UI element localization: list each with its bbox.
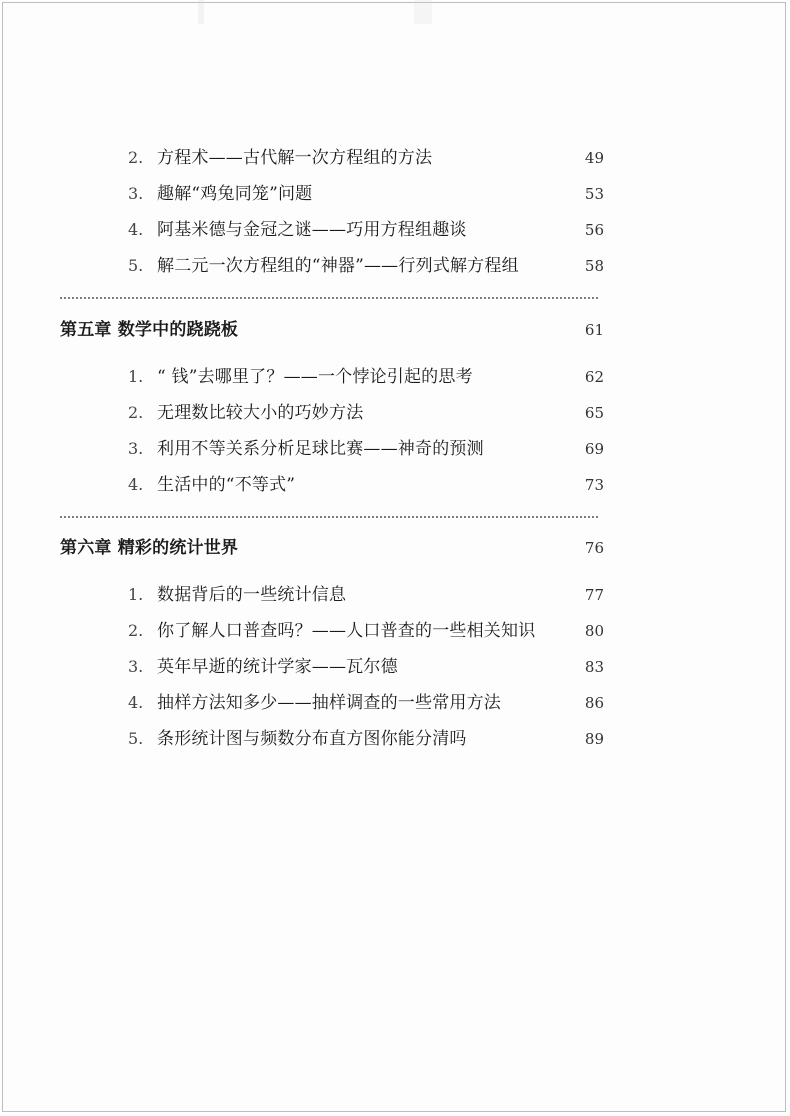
item-page-number: 80 xyxy=(584,622,604,640)
item-number: 2. xyxy=(128,621,144,640)
item-number: 4. xyxy=(128,220,144,239)
item-title: 英年早逝的统计学家——瓦尔德 xyxy=(157,657,398,677)
item-title: 趣解“鸡兔同笼”问题 xyxy=(157,184,313,204)
section-divider xyxy=(60,516,598,518)
item-page-number: 73 xyxy=(584,476,604,494)
chapter-page-number: 61 xyxy=(584,321,604,339)
chapter-title: 第六章 精彩的统计世界 xyxy=(60,538,239,558)
toc-item[interactable] xyxy=(0,651,790,683)
toc-item[interactable] xyxy=(0,397,790,429)
item-page-number: 69 xyxy=(584,440,604,458)
item-title: 阿基米德与金冠之谜——巧用方程组趣谈 xyxy=(157,220,467,240)
item-number: 3. xyxy=(128,657,144,676)
chapter-heading[interactable] xyxy=(0,314,790,346)
item-number: 5. xyxy=(128,729,144,748)
item-page-number: 53 xyxy=(584,185,604,203)
item-title: 抽样方法知多少——抽样调查的一些常用方法 xyxy=(157,693,501,713)
toc-item[interactable] xyxy=(0,178,790,210)
item-page-number: 56 xyxy=(584,221,604,239)
item-number: 5. xyxy=(128,256,144,275)
item-title: 你了解人口普查吗？——人口普查的一些相关知识 xyxy=(157,621,536,641)
item-page-number: 49 xyxy=(584,149,604,167)
item-title: “ 钱”去哪里了？——一个悖论引起的思考 xyxy=(157,367,473,387)
item-number: 1. xyxy=(128,367,144,386)
item-number: 3. xyxy=(128,439,144,458)
item-page-number: 58 xyxy=(584,257,604,275)
toc-item[interactable] xyxy=(0,361,790,393)
toc-item[interactable] xyxy=(0,433,790,465)
item-title: 方程术——古代解一次方程组的方法 xyxy=(157,148,433,168)
chapter-title: 第五章 数学中的跷跷板 xyxy=(60,320,239,340)
toc-item[interactable] xyxy=(0,579,790,611)
toc-item[interactable] xyxy=(0,142,790,174)
item-title: 解二元一次方程组的“神器”——行列式解方程组 xyxy=(157,256,519,276)
chapter-page-number: 76 xyxy=(584,539,604,557)
toc-item[interactable] xyxy=(0,687,790,719)
item-number: 1. xyxy=(128,585,144,604)
item-number: 3. xyxy=(128,184,144,203)
item-title: 无理数比较大小的巧妙方法 xyxy=(157,403,364,423)
section-divider xyxy=(60,297,598,299)
item-page-number: 77 xyxy=(584,586,604,604)
item-number: 2. xyxy=(128,403,144,422)
item-title: 利用不等关系分析足球比赛——神奇的预测 xyxy=(157,439,484,459)
toc-item[interactable] xyxy=(0,615,790,647)
item-page-number: 86 xyxy=(584,694,604,712)
item-page-number: 89 xyxy=(584,730,604,748)
item-title: 条形统计图与频数分布直方图你能分清吗 xyxy=(157,729,467,749)
item-title: 生活中的“不等式” xyxy=(157,475,296,495)
toc-item[interactable] xyxy=(0,250,790,282)
item-page-number: 65 xyxy=(584,404,604,422)
item-number: 4. xyxy=(128,693,144,712)
toc-item[interactable] xyxy=(0,469,790,501)
item-page-number: 83 xyxy=(584,658,604,676)
toc-item[interactable] xyxy=(0,214,790,246)
item-number: 4. xyxy=(128,475,144,494)
item-page-number: 62 xyxy=(584,368,604,386)
chapter-heading[interactable] xyxy=(0,532,790,564)
item-number: 2. xyxy=(128,148,144,167)
item-title: 数据背后的一些统计信息 xyxy=(157,585,347,605)
toc-item[interactable] xyxy=(0,723,790,755)
